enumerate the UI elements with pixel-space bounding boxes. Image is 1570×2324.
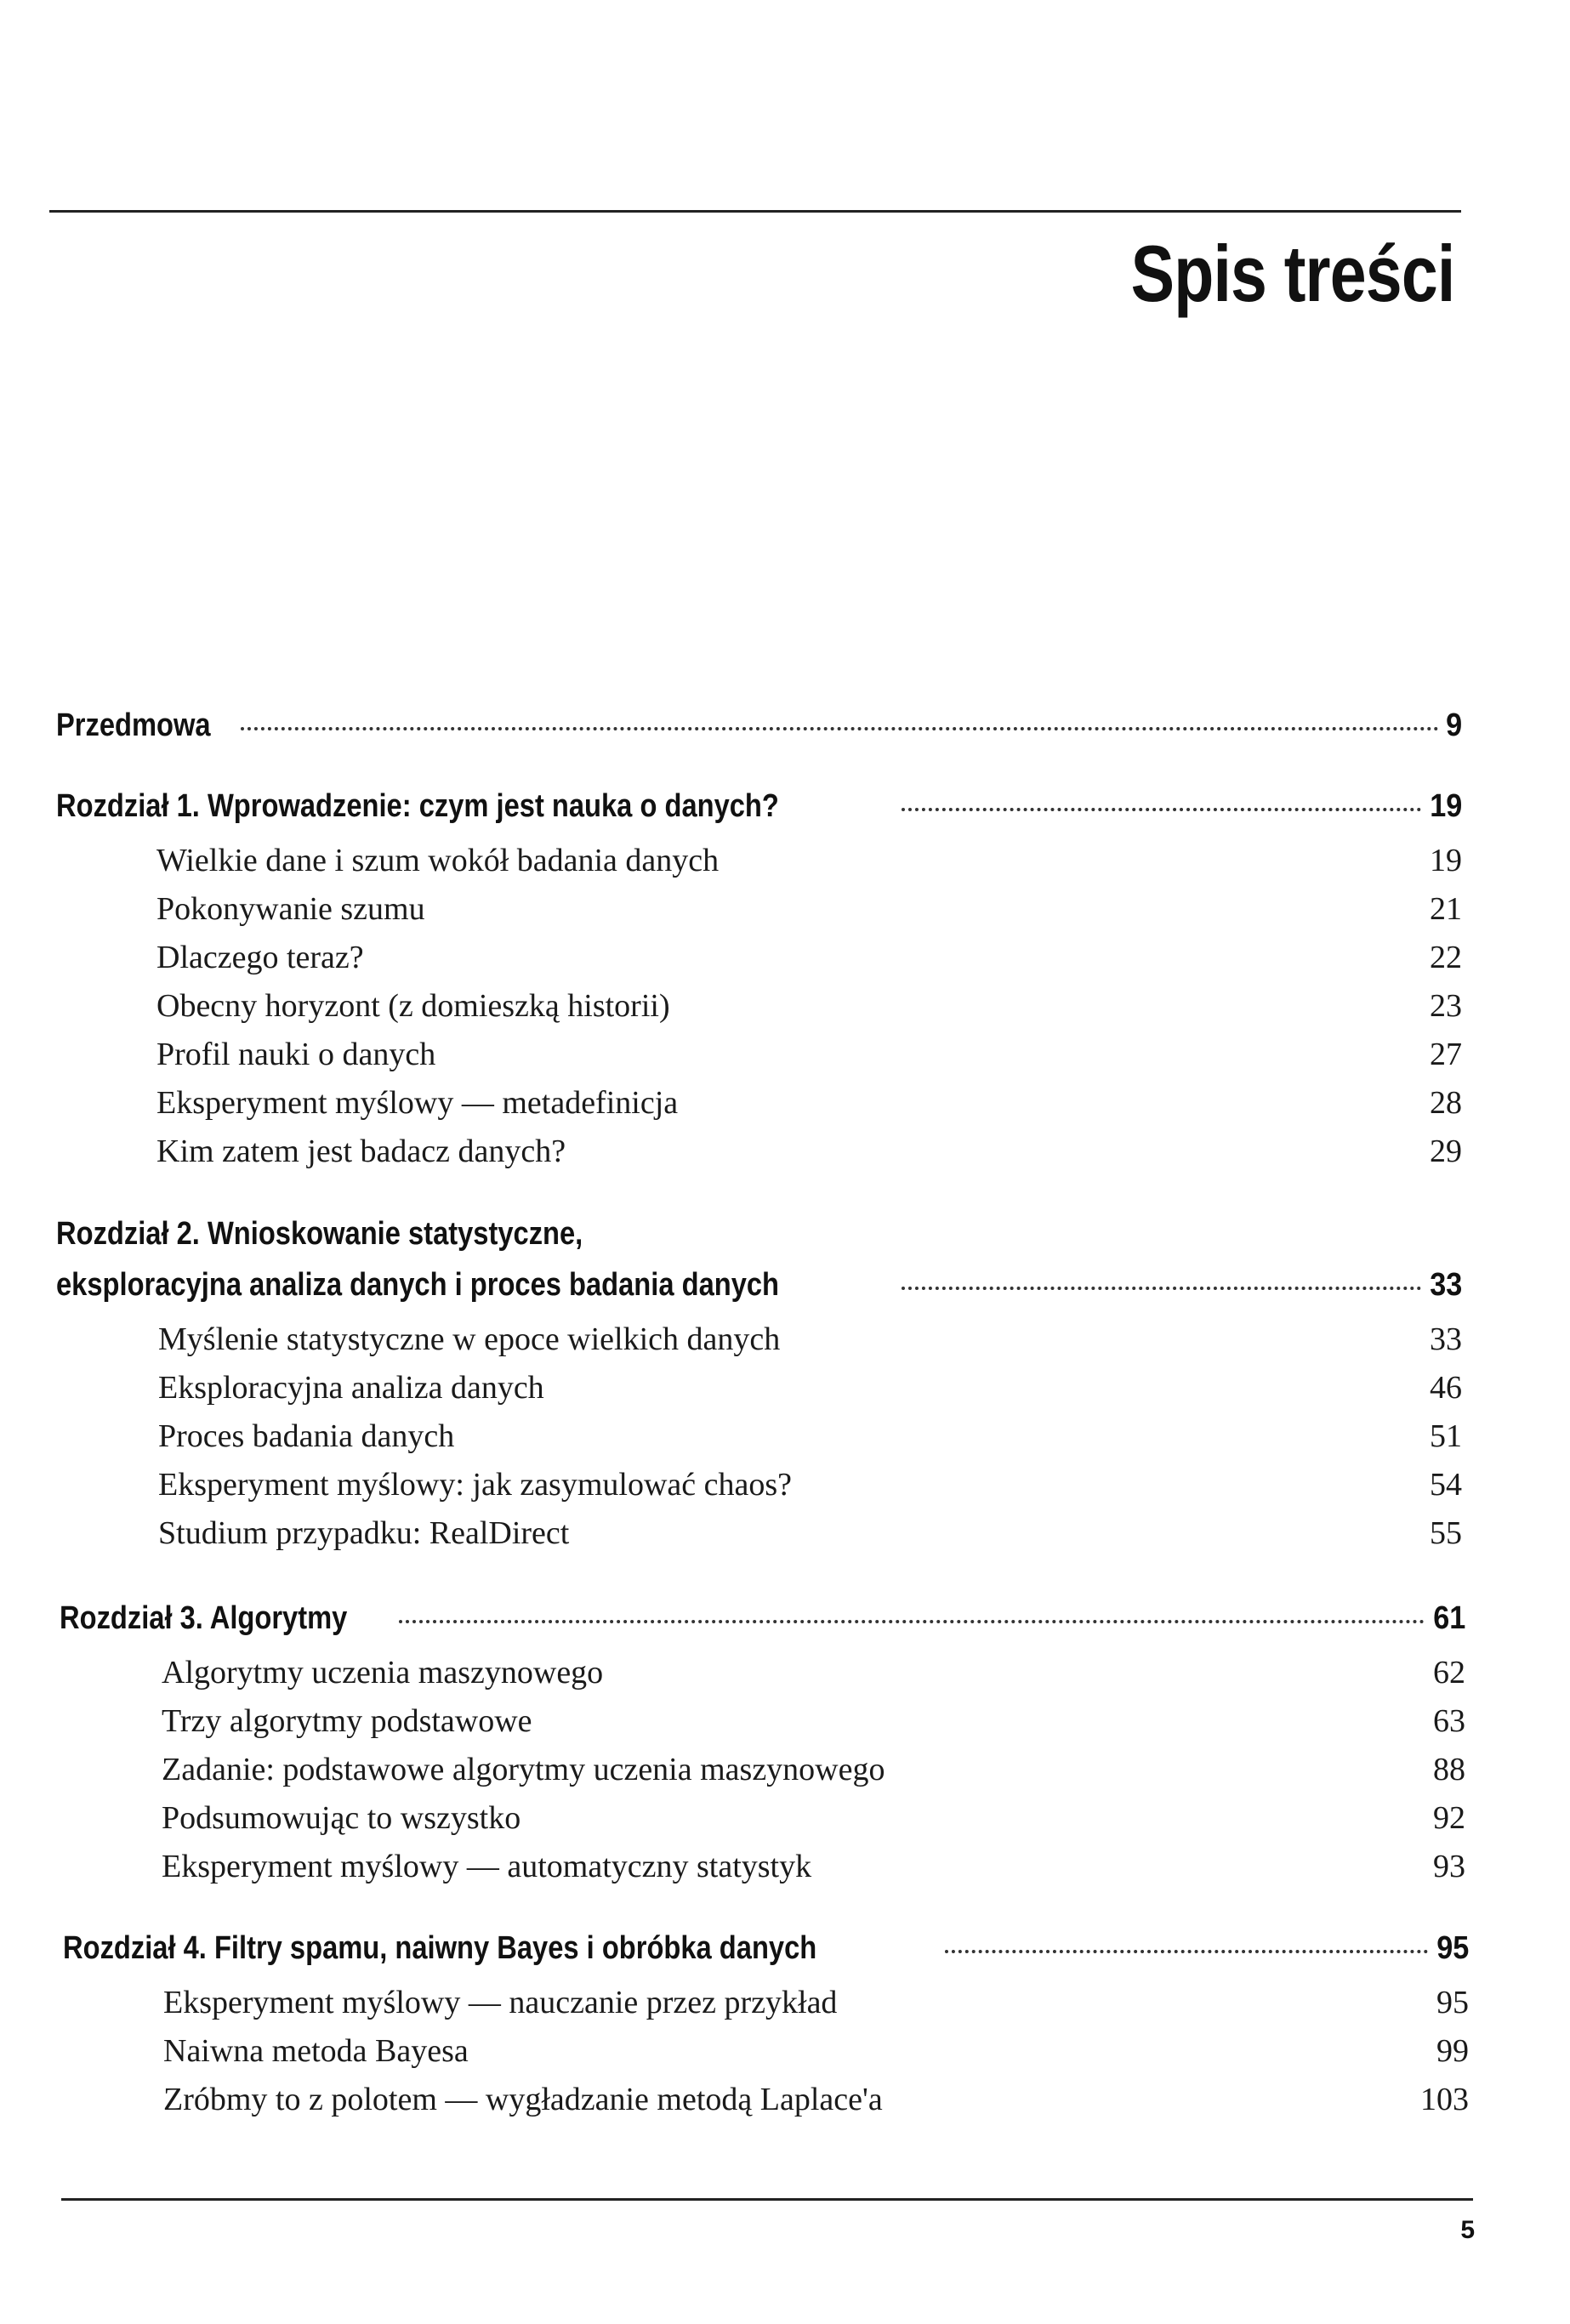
- dot-leader: [399, 1620, 1424, 1623]
- section-page: 19: [1430, 843, 1462, 878]
- section-page: 21: [1430, 891, 1462, 927]
- section-page: 63: [1433, 1703, 1465, 1739]
- section-page: 103: [1420, 2082, 1469, 2117]
- section-page: 51: [1430, 1418, 1462, 1454]
- toc-section[interactable]: [158, 1418, 1462, 1455]
- dot-leader: [902, 808, 1421, 811]
- section-page: 92: [1433, 1800, 1465, 1836]
- toc-chapter-4[interactable]: [63, 1930, 1469, 1967]
- section-label: Kim zatem jest badacz danych?: [156, 1134, 566, 1169]
- section-label: Studium przypadku: RealDirect: [158, 1515, 570, 1551]
- page-number: 5: [1460, 2216, 1475, 2244]
- section-label: Eksperyment myślowy — automatyczny statystyk: [162, 1849, 812, 1884]
- section-label: Dlaczego teraz?: [156, 940, 364, 975]
- section-label: Eksperyment myślowy: jak zasymulować chaos?: [158, 1467, 793, 1503]
- chapter-title: Rozdział 3. Algorytmy: [60, 1600, 348, 1636]
- section-label: Eksperyment myślowy — nauczanie przez przykład: [163, 1985, 838, 2020]
- section-page: 28: [1430, 1085, 1462, 1121]
- section-page: 88: [1433, 1752, 1465, 1787]
- section-label: Podsumowując to wszystko: [162, 1800, 521, 1836]
- preface-title: Przedmowa: [56, 707, 211, 743]
- section-label: Algorytmy uczenia maszynowego: [162, 1655, 604, 1690]
- section-page: 93: [1433, 1849, 1465, 1884]
- section-page: 22: [1430, 940, 1462, 975]
- toc-section[interactable]: [162, 1799, 1465, 1837]
- toc-section[interactable]: [162, 1751, 1465, 1788]
- toc-section[interactable]: [162, 1654, 1465, 1691]
- section-label: Trzy algorytmy podstawowe: [162, 1703, 532, 1739]
- section-page: 95: [1436, 1985, 1469, 2020]
- section-label: Myślenie statystyczne w epoce wielkich danych: [158, 1321, 781, 1357]
- toc-chapter-2[interactable]: [56, 1267, 1462, 1304]
- toc-section[interactable]: [158, 1369, 1462, 1406]
- dot-leader: [945, 1950, 1428, 1953]
- section-label: Wielkie dane i szum wokół badania danych: [156, 843, 720, 878]
- section-label: Eksploracyjna analiza danych: [158, 1370, 544, 1406]
- section-label: Pokonywanie szumu: [156, 891, 425, 927]
- chapter-title: eksploracyjna analiza danych i proces badania danych: [56, 1267, 780, 1303]
- toc-section[interactable]: [163, 2081, 1469, 2118]
- section-label: Zróbmy to z polotem — wygładzanie metodą Laplace'a: [163, 2082, 883, 2117]
- toc-section[interactable]: [156, 1084, 1462, 1122]
- section-label: Profil nauki o danych: [156, 1037, 436, 1072]
- section-page: 46: [1430, 1370, 1462, 1406]
- dot-leader: [241, 727, 1439, 730]
- toc-section[interactable]: [156, 890, 1462, 928]
- chapter-page: 33: [1429, 1267, 1462, 1303]
- section-label: Naiwna metoda Bayesa: [163, 2033, 469, 2069]
- section-page: 62: [1433, 1655, 1465, 1690]
- chapter-title: Rozdział 4. Filtry spamu, naiwny Bayes i obróbka danych: [63, 1930, 817, 1966]
- section-page: 27: [1430, 1037, 1462, 1072]
- section-label: Eksperyment myślowy — metadefinicja: [156, 1085, 679, 1121]
- section-page: 54: [1430, 1467, 1462, 1503]
- chapter-page: 61: [1432, 1600, 1465, 1636]
- section-label: Zadanie: podstawowe algorytmy uczenia maszynowego: [162, 1752, 885, 1787]
- section-page: 33: [1430, 1321, 1462, 1357]
- chapter-page: 95: [1436, 1930, 1469, 1966]
- top-rule: [49, 210, 1461, 213]
- section-page: 99: [1436, 2033, 1469, 2069]
- page-title: Spis treści: [1130, 229, 1454, 318]
- toc-section[interactable]: [162, 1848, 1465, 1885]
- toc-section[interactable]: [158, 1514, 1462, 1552]
- section-page: 23: [1430, 988, 1462, 1024]
- chapter-page: 19: [1429, 788, 1462, 824]
- toc-chapter-3[interactable]: [60, 1600, 1465, 1637]
- bottom-rule: [61, 2198, 1473, 2201]
- toc-section[interactable]: [156, 1036, 1462, 1073]
- toc-section[interactable]: [158, 1321, 1462, 1358]
- toc-section[interactable]: [156, 1133, 1462, 1170]
- chapter-title: Rozdział 1. Wprowadzenie: czym jest nauka o danych?: [56, 788, 779, 824]
- toc-preface[interactable]: [56, 707, 1462, 744]
- section-page: 55: [1430, 1515, 1462, 1551]
- toc-chapter-1[interactable]: [56, 788, 1462, 825]
- dot-leader: [902, 1287, 1420, 1290]
- chapter-title-line1: Rozdział 2. Wnioskowanie statystyczne,: [56, 1216, 583, 1252]
- toc-section[interactable]: [163, 2032, 1469, 2070]
- toc-section[interactable]: [158, 1466, 1462, 1503]
- toc-section[interactable]: [156, 939, 1462, 976]
- toc-section[interactable]: [163, 1984, 1469, 2021]
- preface-page: 9: [1445, 707, 1462, 743]
- section-label: Proces badania danych: [158, 1418, 455, 1454]
- toc-section[interactable]: [156, 987, 1462, 1025]
- section-label: Obecny horyzont (z domieszką historii): [156, 988, 670, 1024]
- toc-section[interactable]: [162, 1702, 1465, 1740]
- section-page: 29: [1430, 1134, 1462, 1169]
- toc-section[interactable]: [156, 842, 1462, 879]
